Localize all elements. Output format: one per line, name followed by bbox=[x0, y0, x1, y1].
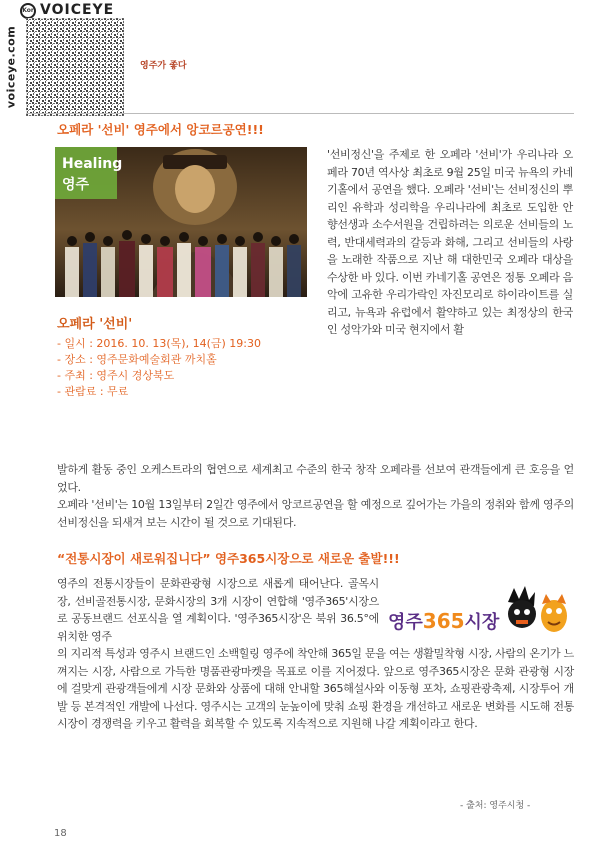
logo-word-yeongju: 영주 bbox=[388, 612, 423, 633]
header-divider bbox=[26, 113, 574, 114]
yeongju365-market-logo bbox=[388, 584, 574, 642]
black-character-icon bbox=[508, 586, 536, 628]
article1-title: 오페라 '선비' 영주에서 앙코르공연!!! bbox=[57, 122, 264, 137]
source-credit: - 출처: 영주시청 - bbox=[460, 801, 531, 811]
article2-paragraph: 의 지리적 특성과 영주시 브랜드인 소백힐링 영주에 착안해 365일 문을 여는 생활밀착형 시장, 사람의 온기가 느껴지는 시장, 사람으로 가득한 명품관광마켓을 목표로 이를 지어졌다. 앞으로 영주365시장은 문화 관광형 시장에 걸맞게 관광객들에게 시장 문화와 상품에 대해 안내할 365해설사와 이동형 포차, 쇼핑관광축제, 시장투어 개발 등 본격적인 개발에 나선다. 영주시는 고객의 눈높이에 맞춰 쇼핑 환경을 개선하고 새로운 변화를 시도해 전통시장이 경쟁력을 키우고 활력을 회복할 수 있도록 지속적으로 지원해 나갈 계획이라고 한다. bbox=[57, 647, 574, 730]
kor-badge: Kor bbox=[20, 3, 36, 19]
healing-yeongju-tag bbox=[62, 156, 122, 194]
event-info-date: - 일시 : 2016. 10. 13(목), 14(금) 19:30 bbox=[57, 337, 261, 350]
article2-column-paragraph: 영주의 전통시장들이 문화관광형 시장으로 새롭게 태어난다. 골목시장, 선비골전통시장, 문화시장의 3개 시장이 연합해 '영주365'시장으로 공동브랜드 선포식을 열 계획이다. '영주365시장'은 북위 36.5°에 위치한 영주 bbox=[57, 577, 379, 643]
logo-word-365: 365 bbox=[422, 609, 465, 633]
article1-column-paragraph: '선비정신'을 주제로 한 오페라 '선비'가 우리나라 오페라 70년 역사상 최초로 9월 25일 미국 뉴욕의 카네기홀에서 공연을 했다. 오페라 '선비'는 선비정신의 뿌리인 유학과 성리학을 우리나라에 최초로 도입한 안향선생과 소수서원을 건립하려는 의로운 선비들의 노력, 반대세력과의 갈등과 화해, 그리고 선비들의 사랑을 노래한 작품으로 지난 해 대한민국 오페라 대상을 수상한 바 있다. 이번 카네기홀 공연은 정통 오페라 음악에 고유한 우리가락인 자진모리로 하이라이트를 실리고, 뉴욕과 유럽에서 활약하고 있는 최정상의 한국인 성악가와 미국 현지에서 활 bbox=[327, 148, 573, 336]
event-info-fee: - 관람료 : 무료 bbox=[57, 385, 129, 398]
qr-code-icon bbox=[26, 18, 124, 116]
page-number: 18 bbox=[54, 828, 67, 839]
section-header-label: 영주가 좋다 bbox=[140, 61, 187, 71]
logo-word-market: 시장 bbox=[464, 612, 500, 633]
logo-wordmark bbox=[388, 608, 499, 634]
article2-title: “전통시장이 새로워집니다” 영주365시장으로 새로운 출발!!! bbox=[57, 551, 400, 566]
event-info-title: 오페라 '선비' bbox=[57, 317, 133, 332]
event-info-venue: - 장소 : 영주문화예술회관 까치홀 bbox=[57, 353, 217, 366]
orange-character-icon bbox=[541, 594, 567, 632]
brand-vertical-text bbox=[2, 22, 20, 112]
event-info-host: - 주최 : 영주시 경상북도 bbox=[57, 369, 175, 382]
event-info-list bbox=[57, 336, 307, 400]
photo-tag-line2: 영주 bbox=[62, 177, 90, 193]
article1-paragraph-continued: 발하게 활동 중인 오케스트라의 협연으로 세계최고 수준의 한국 창작 오페라를 선보여 관객들에게 큰 호응을 얻었다. bbox=[57, 463, 574, 494]
brand-vertical-label: voiceye.com bbox=[4, 25, 18, 109]
brand-title: VOICEYE bbox=[40, 2, 115, 18]
article1-paragraph-2: 오페라 '선비'는 10월 13일부터 2일간 영주에서 앙코르공연을 할 예정으로 깊어가는 가을의 정취와 함께 영주의 선비정신을 되새겨 보는 시간이 될 것으로 기대된다. bbox=[57, 498, 574, 529]
photo-tag-line1: Healing bbox=[62, 156, 123, 172]
